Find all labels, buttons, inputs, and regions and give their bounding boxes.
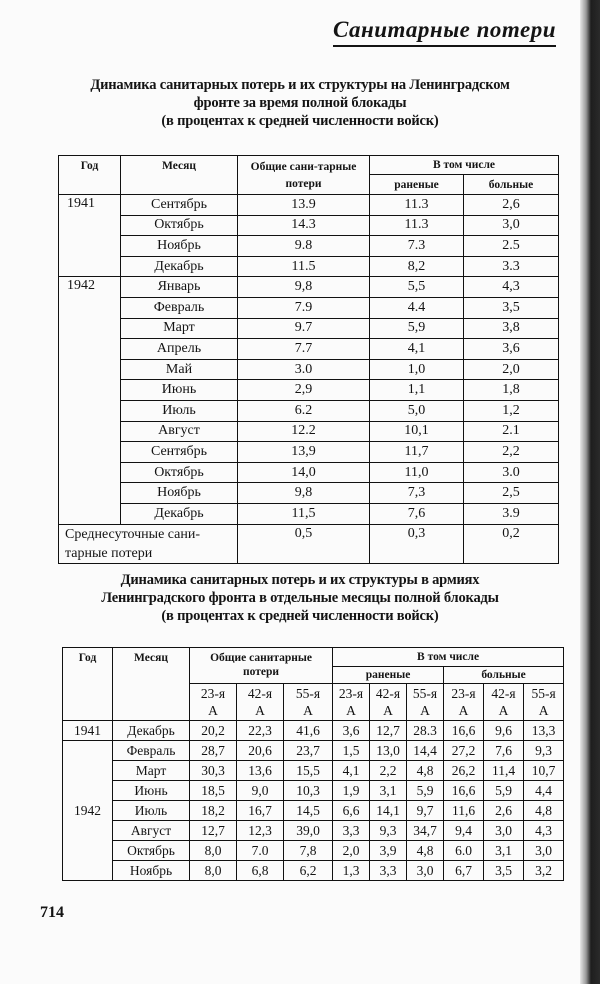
value-cell: 9,4	[444, 821, 484, 841]
value-cell: 16,7	[237, 801, 284, 821]
book-spine-shadow	[580, 0, 600, 984]
wounded-cell: 10,1	[370, 421, 464, 442]
month-cell: Август	[113, 821, 190, 841]
table-row	[59, 442, 559, 463]
wounded-cell: 4.4	[370, 297, 464, 318]
month-cell: Сентябрь	[121, 195, 238, 216]
month-cell: Февраль	[121, 297, 238, 318]
army-header-cell: 55-я А	[284, 684, 333, 721]
wounded-cell: 5,0	[370, 400, 464, 421]
army-header-cell: 42-я А	[484, 684, 524, 721]
sick-cell: 4,3	[464, 277, 559, 298]
month-cell: Июнь	[113, 781, 190, 801]
value-cell: 3,1	[484, 841, 524, 861]
table2-caption-line: (в процентах к средней численности войск)	[161, 608, 439, 624]
value-cell: 5,9	[484, 781, 524, 801]
month-cell: Ноябрь	[121, 483, 238, 504]
value-cell: 3,1	[370, 781, 407, 801]
total-cell: 11.5	[238, 256, 370, 277]
value-cell: 20,2	[190, 721, 237, 741]
value-cell: 3,0	[407, 861, 444, 881]
month-cell: Ноябрь	[121, 236, 238, 257]
sick-cell: 2.5	[464, 236, 559, 257]
header-sick: больные	[444, 667, 564, 684]
value-cell: 4,3	[524, 821, 564, 841]
total-cell: 9,8	[238, 483, 370, 504]
value-cell: 13,0	[370, 741, 407, 761]
month-cell: Апрель	[121, 339, 238, 360]
value-cell: 9,7	[407, 801, 444, 821]
table-row	[63, 801, 564, 821]
table-row	[63, 761, 564, 781]
army-header-cell: 55-я А	[407, 684, 444, 721]
value-cell: 3,6	[333, 721, 370, 741]
month-cell: Июнь	[121, 380, 238, 401]
table-row	[59, 297, 559, 318]
header-total	[238, 156, 370, 195]
table-row	[59, 339, 559, 360]
value-cell: 16,6	[444, 781, 484, 801]
month-cell: Декабрь	[121, 256, 238, 277]
table-row	[59, 483, 559, 504]
table-row	[63, 821, 564, 841]
sick-cell: 3,8	[464, 318, 559, 339]
wounded-cell: 5,9	[370, 318, 464, 339]
value-cell: 10,3	[284, 781, 333, 801]
value-cell: 12,7	[190, 821, 237, 841]
sick-cell: 3,5	[464, 297, 559, 318]
value-cell: 6,8	[237, 861, 284, 881]
table-row	[63, 781, 564, 801]
header-sick: больные	[464, 175, 559, 195]
value-cell: 11,4	[484, 761, 524, 781]
sick-cell: 1,8	[464, 380, 559, 401]
value-cell: 3,0	[524, 841, 564, 861]
table1-body	[59, 195, 559, 564]
army-header-cell: 23-я А	[333, 684, 370, 721]
value-cell: 9,3	[370, 821, 407, 841]
value-cell: 9,0	[237, 781, 284, 801]
value-cell: 4,1	[333, 761, 370, 781]
month-cell: Июль	[113, 801, 190, 821]
total-cell: 13,9	[238, 442, 370, 463]
army-header-cell: 55-я А	[524, 684, 564, 721]
month-cell: Октябрь	[121, 215, 238, 236]
total-cell: 14.3	[238, 215, 370, 236]
value-cell: 12,7	[370, 721, 407, 741]
summary-row	[59, 524, 559, 563]
table2-army-losses	[62, 647, 564, 881]
army-header-cell: 23-я А	[444, 684, 484, 721]
value-cell: 27,2	[444, 741, 484, 761]
value-cell: 1,9	[333, 781, 370, 801]
total-cell: 14,0	[238, 462, 370, 483]
wounded-cell: 7,6	[370, 503, 464, 524]
value-cell: 13,3	[524, 721, 564, 741]
month-cell: Декабрь	[113, 721, 190, 741]
month-cell: Февраль	[113, 741, 190, 761]
month-cell: Октябрь	[113, 841, 190, 861]
wounded-cell: 11,7	[370, 442, 464, 463]
sick-cell: 3.9	[464, 503, 559, 524]
value-cell: 7.0	[237, 841, 284, 861]
value-cell: 28.3	[407, 721, 444, 741]
value-cell: 30,3	[190, 761, 237, 781]
value-cell: 39,0	[284, 821, 333, 841]
summary-label: Среднесуточные сани-тарные потери	[59, 524, 238, 563]
table-row	[63, 721, 564, 741]
year-cell: 1941	[63, 721, 113, 741]
value-cell: 12,3	[237, 821, 284, 841]
month-cell: Июль	[121, 400, 238, 421]
value-cell: 6,7	[444, 861, 484, 881]
table-row	[59, 400, 559, 421]
value-cell: 18,2	[190, 801, 237, 821]
value-cell: 11,6	[444, 801, 484, 821]
year-cell: 1941	[59, 195, 121, 277]
value-cell: 41,6	[284, 721, 333, 741]
month-cell: Декабрь	[121, 503, 238, 524]
sick-cell: 2,0	[464, 359, 559, 380]
header-month: Месяц	[113, 648, 190, 721]
table-row	[63, 741, 564, 761]
page-number: 714	[40, 904, 64, 921]
value-cell: 2,0	[333, 841, 370, 861]
sick-cell: 2,5	[464, 483, 559, 504]
header-including: В том числе	[370, 156, 559, 175]
header-month: Месяц	[121, 156, 238, 195]
total-cell: 9.8	[238, 236, 370, 257]
value-cell: 4,8	[407, 841, 444, 861]
value-cell: 34,7	[407, 821, 444, 841]
summary-sick-cell: 0,2	[464, 524, 559, 563]
table2-caption-line: Динамика санитарных потерь и их структуры в армиях	[120, 572, 480, 588]
summary-wounded-cell: 0,3	[370, 524, 464, 563]
total-cell: 12.2	[238, 421, 370, 442]
value-cell: 15,5	[284, 761, 333, 781]
value-cell: 23,7	[284, 741, 333, 761]
value-cell: 7,6	[484, 741, 524, 761]
sick-cell: 3,0	[464, 215, 559, 236]
value-cell: 10,7	[524, 761, 564, 781]
table-row	[59, 256, 559, 277]
value-cell: 3,2	[524, 861, 564, 881]
table1-front-losses	[58, 155, 559, 564]
total-cell: 9.7	[238, 318, 370, 339]
table-row	[59, 503, 559, 524]
wounded-cell: 1,0	[370, 359, 464, 380]
table-row	[63, 861, 564, 881]
table-row	[59, 277, 559, 298]
total-cell: 7.7	[238, 339, 370, 360]
month-cell: Март	[121, 318, 238, 339]
year-cell: 1942	[59, 277, 121, 524]
month-cell: Октябрь	[121, 462, 238, 483]
table2-caption-line: Ленинградского фронта в отдельные месяцы полной блокады	[101, 590, 499, 606]
wounded-cell: 11,0	[370, 462, 464, 483]
month-cell: Март	[113, 761, 190, 781]
header-wounded: раненые	[333, 667, 444, 684]
value-cell: 8,0	[190, 841, 237, 861]
value-cell: 18,5	[190, 781, 237, 801]
value-cell: 4,8	[407, 761, 444, 781]
table-row	[59, 380, 559, 401]
value-cell: 1,5	[333, 741, 370, 761]
value-cell: 2,6	[484, 801, 524, 821]
value-cell: 14,5	[284, 801, 333, 821]
total-cell: 6.2	[238, 400, 370, 421]
year-cell: 1942	[63, 741, 113, 881]
sick-cell: 2,6	[464, 195, 559, 216]
value-cell: 3,3	[333, 821, 370, 841]
total-cell: 13.9	[238, 195, 370, 216]
value-cell: 3,3	[370, 861, 407, 881]
summary-total-cell: 0,5	[238, 524, 370, 563]
total-cell: 11,5	[238, 503, 370, 524]
table1-caption-line: фронте за время полной блокады	[193, 95, 407, 111]
header-including: В том числе	[333, 648, 564, 667]
value-cell: 9,3	[524, 741, 564, 761]
sick-cell: 1,2	[464, 400, 559, 421]
wounded-cell: 4,1	[370, 339, 464, 360]
value-cell: 6,2	[284, 861, 333, 881]
sick-cell: 3.3	[464, 256, 559, 277]
value-cell: 7,8	[284, 841, 333, 861]
month-cell: Сентябрь	[121, 442, 238, 463]
table1-caption	[40, 76, 560, 130]
table-row	[63, 841, 564, 861]
value-cell: 16,6	[444, 721, 484, 741]
month-cell: Август	[121, 421, 238, 442]
month-cell: Январь	[121, 277, 238, 298]
value-cell: 1,3	[333, 861, 370, 881]
table-row	[59, 462, 559, 483]
header-year: Год	[59, 156, 121, 195]
value-cell: 20,6	[237, 741, 284, 761]
header-total-label: Общие сани-тарные потери	[250, 161, 357, 190]
value-cell: 3,0	[484, 821, 524, 841]
value-cell: 14,4	[407, 741, 444, 761]
table-row	[59, 215, 559, 236]
total-cell: 7.9	[238, 297, 370, 318]
header-wounded: раненые	[370, 175, 464, 195]
wounded-cell: 1,1	[370, 380, 464, 401]
header-total: Общие санитарные потери	[190, 648, 333, 684]
total-cell: 3.0	[238, 359, 370, 380]
header-year: Год	[63, 648, 113, 721]
table-row	[59, 318, 559, 339]
value-cell: 4,4	[524, 781, 564, 801]
table1-caption-line: (в процентах к средней численности войск)	[161, 113, 439, 129]
table-row	[59, 359, 559, 380]
army-header-cell: 23-я А	[190, 684, 237, 721]
table1-caption-line: Динамика санитарных потерь и их структуры на Ленинградском	[90, 77, 510, 93]
value-cell: 13,6	[237, 761, 284, 781]
value-cell: 8,0	[190, 861, 237, 881]
sick-cell: 3.0	[464, 462, 559, 483]
army-header-cell: 42-я А	[237, 684, 284, 721]
army-header-cell: 42-я А	[370, 684, 407, 721]
wounded-cell: 8,2	[370, 256, 464, 277]
sick-cell: 2,2	[464, 442, 559, 463]
month-cell: Май	[121, 359, 238, 380]
value-cell: 6,6	[333, 801, 370, 821]
total-cell: 2,9	[238, 380, 370, 401]
value-cell: 3,9	[370, 841, 407, 861]
sick-cell: 2.1	[464, 421, 559, 442]
value-cell: 14,1	[370, 801, 407, 821]
value-cell: 28,7	[190, 741, 237, 761]
table-row	[59, 421, 559, 442]
value-cell: 22,3	[237, 721, 284, 741]
wounded-cell: 7.3	[370, 236, 464, 257]
value-cell: 6.0	[444, 841, 484, 861]
value-cell: 4,8	[524, 801, 564, 821]
value-cell: 26,2	[444, 761, 484, 781]
table-row	[59, 195, 559, 216]
table2-body	[63, 721, 564, 881]
value-cell: 5,9	[407, 781, 444, 801]
wounded-cell: 11.3	[370, 215, 464, 236]
wounded-cell: 5,5	[370, 277, 464, 298]
value-cell: 2,2	[370, 761, 407, 781]
month-cell: Ноябрь	[113, 861, 190, 881]
sick-cell: 3,6	[464, 339, 559, 360]
table2-caption	[40, 571, 560, 625]
running-head: Санитарные потери	[333, 17, 556, 47]
wounded-cell: 11.3	[370, 195, 464, 216]
total-cell: 9,8	[238, 277, 370, 298]
table-row	[59, 236, 559, 257]
value-cell: 3,5	[484, 861, 524, 881]
wounded-cell: 7,3	[370, 483, 464, 504]
value-cell: 9,6	[484, 721, 524, 741]
